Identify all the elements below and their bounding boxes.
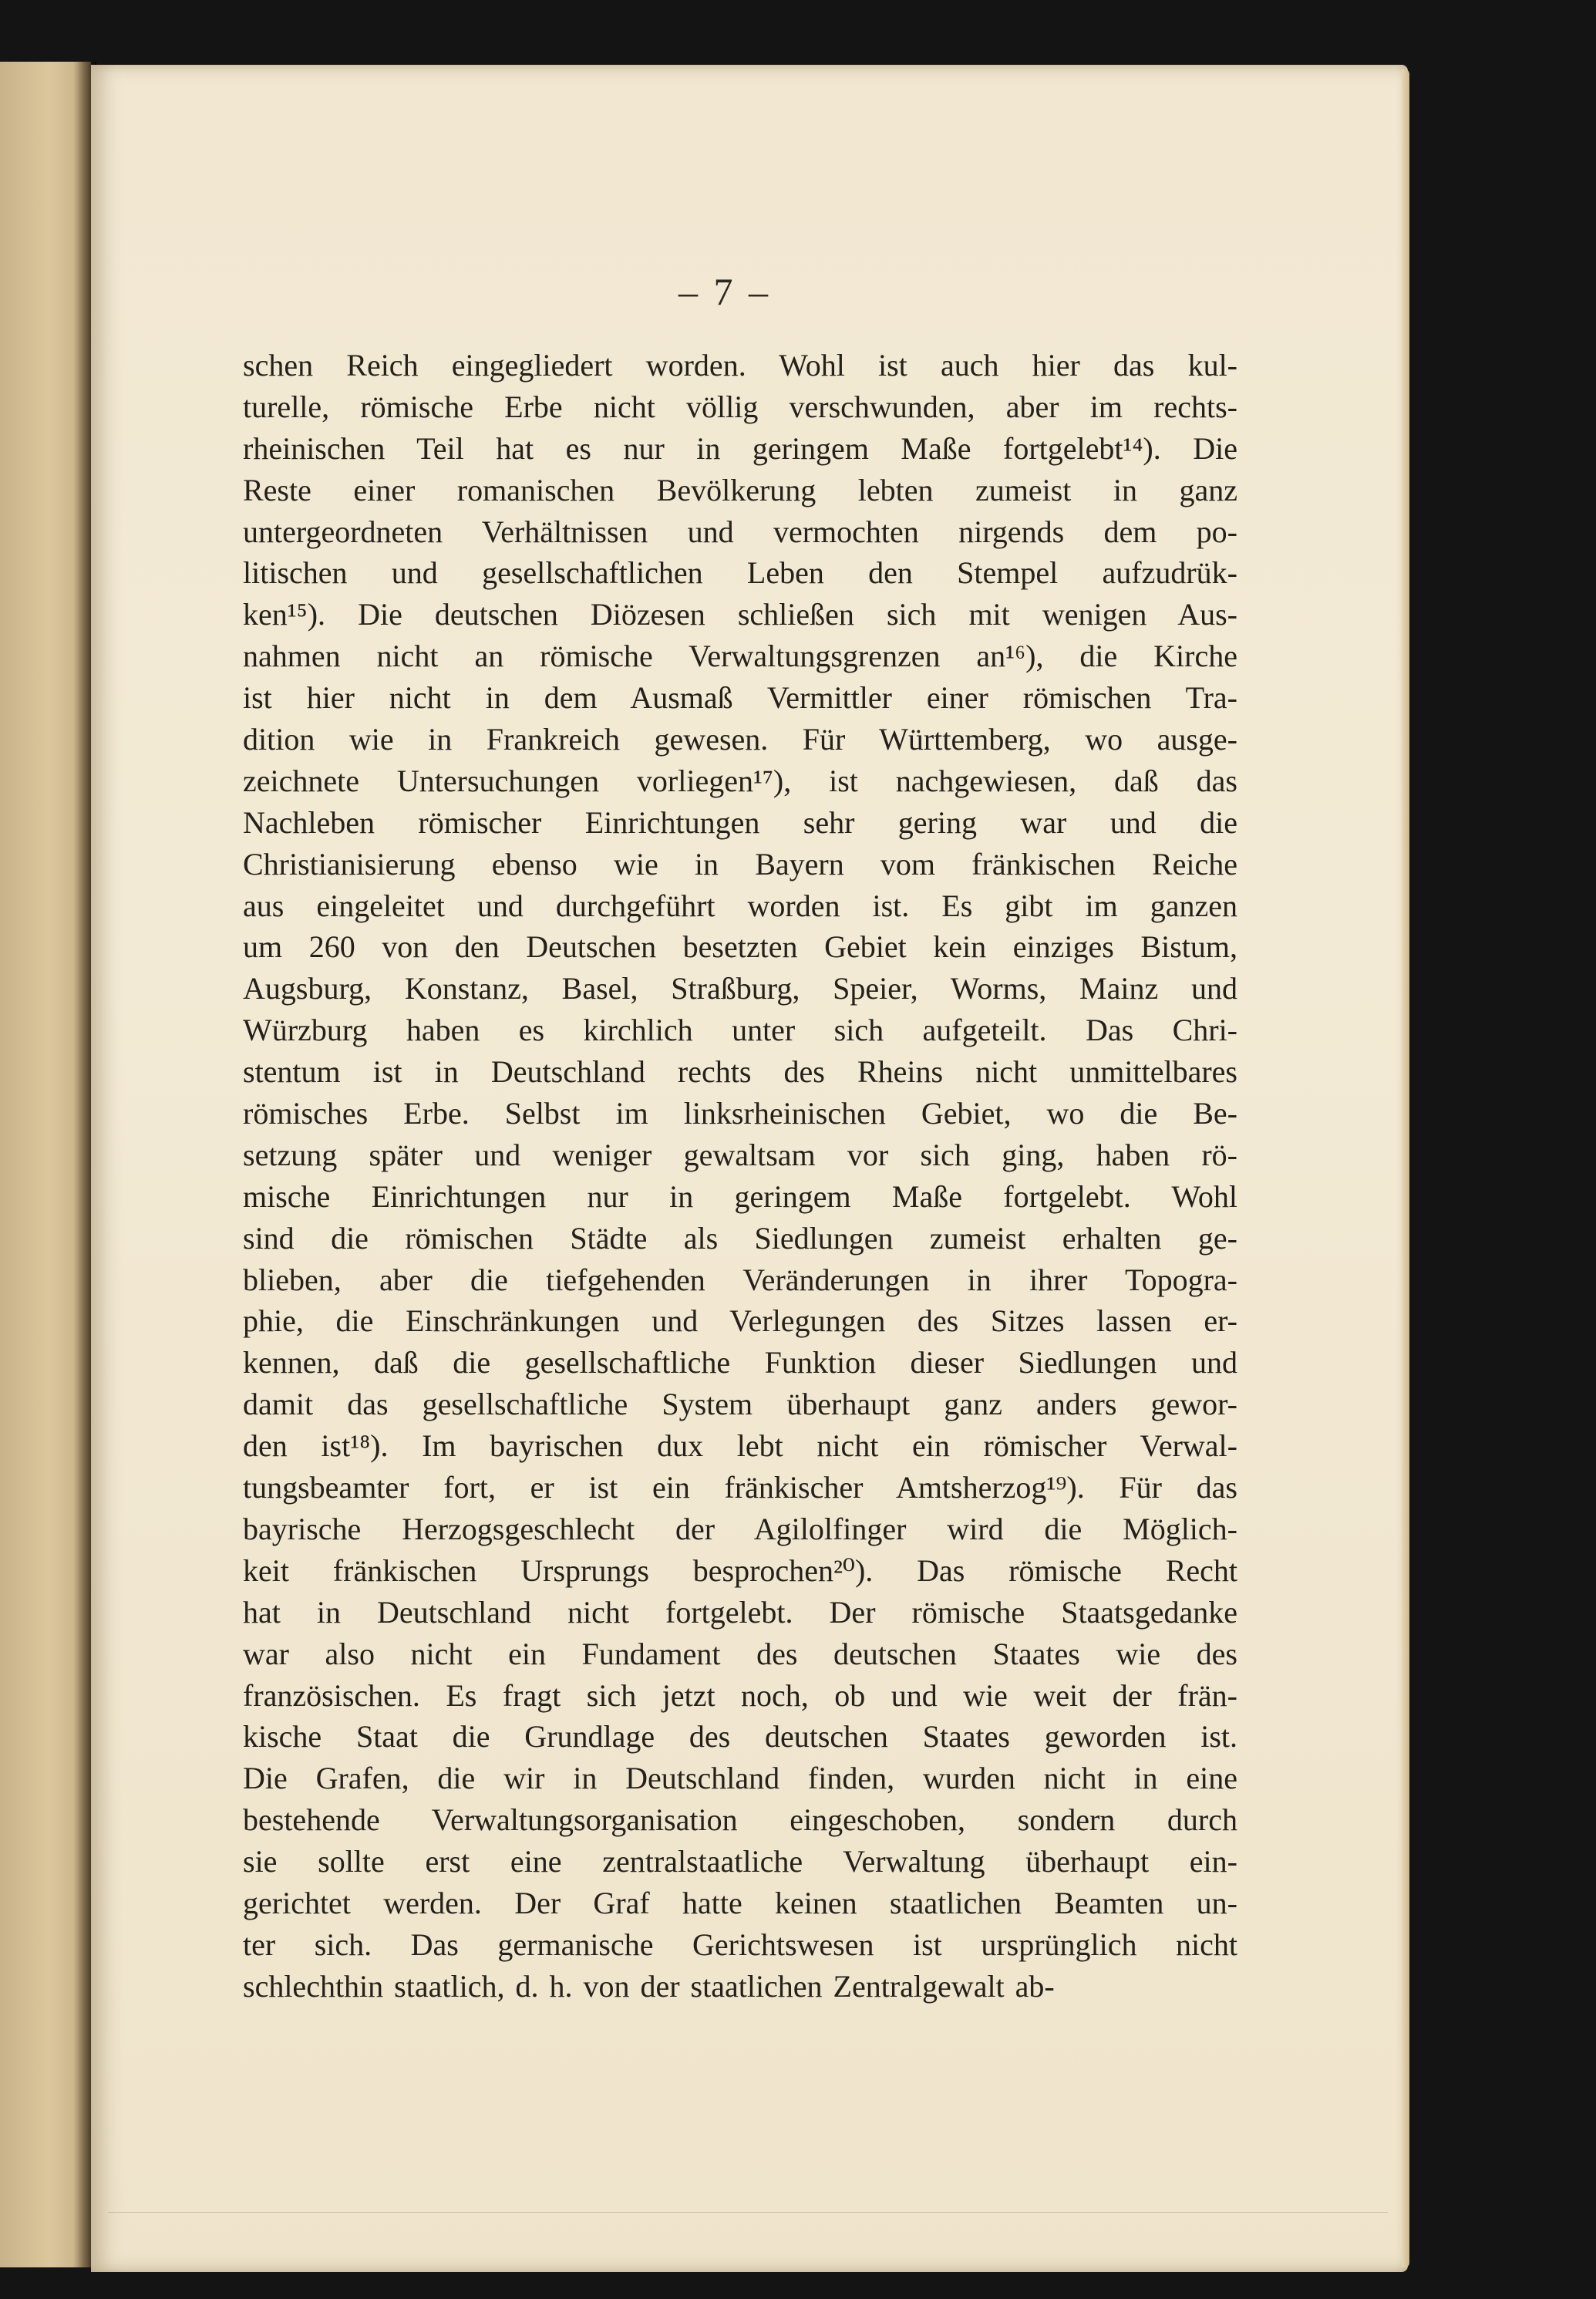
text-line: Die Grafen, die wir in Deutschland finden, wurden nicht in eine (243, 1761, 1237, 1796)
text-line: aus eingeleitet und durchgeführt worden ist. Es gibt im ganzen (243, 888, 1237, 923)
body-text (243, 345, 1237, 2007)
text-line: kische Staat die Grundlage des deutschen Staates geworden ist. (243, 1719, 1237, 1755)
text-line: Würzburg haben es kirchlich unter sich aufgeteilt. Das Chri- (243, 1013, 1237, 1048)
text-line: ist hier nicht in dem Ausmaß Vermittler einer römischen Tra- (243, 680, 1237, 716)
text-line: sie sollte erst eine zentralstaatliche Verwaltung überhaupt ein- (243, 1844, 1237, 1879)
text-line: römisches Erbe. Selbst im linksrheinischen Gebiet, wo die Be- (243, 1096, 1237, 1131)
page-fore-edge (1402, 69, 1409, 2267)
text-line: kennen, daß die gesellschaftliche Funktion dieser Siedlungen und (243, 1345, 1237, 1380)
page-bottom-crease (108, 2212, 1388, 2213)
book-page (91, 65, 1408, 2272)
text-line: Christianisierung ebenso wie in Bayern vom fränkischen Reiche (243, 846, 1237, 882)
text-line: schlechthin staatlich, d. h. von der staatlichen Zentralgewalt ab- (243, 1968, 1055, 2004)
text-line: mische Einrichtungen nur in geringem Maße fortgelebt. Wohl (243, 1178, 1237, 1214)
text-line: schen Reich eingegliedert worden. Wohl ist auch hier das kul- (243, 348, 1237, 383)
text-line: hat in Deutschland nicht fortgelebt. Der römische Staatsgedanke (243, 1594, 1237, 1630)
text-line: blieben, aber die tiefgehenden Veränderungen in ihrer Topogra- (243, 1262, 1237, 1297)
text-line: rheinischen Teil hat es nur in geringem Maße fortgelebt¹⁴). Die (243, 430, 1237, 466)
text-line: tungsbeamter fort, er ist ein fränkischer Amtsherzog¹⁹). Für das (243, 1470, 1237, 1505)
text-line: dition wie in Frankreich gewesen. Für Württemberg, wo ausge- (243, 722, 1237, 757)
text-line: Nachleben römischer Einrichtungen sehr gering war und die (243, 804, 1237, 840)
text-line: setzung später und weniger gewaltsam vor sich ging, haben rö- (243, 1137, 1237, 1172)
text-line: war also nicht ein Fundament des deutschen Staates wie des (243, 1636, 1237, 1671)
text-line: untergeordneten Verhältnissen und vermochten nirgends dem po- (243, 514, 1237, 549)
text-line: phie, die Einschränkungen und Verlegungen des Sitzes lassen er- (243, 1303, 1237, 1339)
text-line: sind die römischen Städte als Siedlungen zumeist erhalten ge- (243, 1220, 1237, 1256)
text-line: bayrische Herzogsgeschlecht der Agilolfinger wird die Möglich- (243, 1511, 1237, 1546)
text-line: turelle, römische Erbe nicht völlig verschwunden, aber im rechts- (243, 389, 1237, 424)
text-line: Reste einer romanischen Bevölkerung lebten zumeist in ganz (243, 472, 1237, 507)
text-line: zeichnete Untersuchungen vorliegen¹⁷), ist nachgewiesen, daß das (243, 763, 1237, 798)
text-line: litischen und gesellschaftlichen Leben den Stempel aufzudrük- (243, 555, 1237, 591)
text-line: keit fränkischen Ursprungs besprochen²⁰). Das römische Recht (243, 1552, 1237, 1588)
text-line: ken¹⁵). Die deutschen Diözesen schließen sich mit wenigen Aus- (243, 597, 1237, 632)
text-line: den ist¹⁸). Im bayrischen dux lebt nicht ein römischer Verwal- (243, 1428, 1237, 1464)
text-line: nahmen nicht an römische Verwaltungsgrenzen an¹⁶), die Kirche (243, 639, 1237, 674)
text-line: um 260 von den Deutschen besetzten Gebiet kein einziges Bistum, (243, 929, 1237, 965)
text-line: gerichtet werden. Der Graf hatte keinen staatlichen Beamten un- (243, 1885, 1237, 1920)
text-line: Augsburg, Konstanz, Basel, Straßburg, Speier, Worms, Mainz und (243, 971, 1237, 1006)
text-line: bestehende Verwaltungsorganisation eingeschoben, sondern durch (243, 1802, 1237, 1838)
text-line: stentum ist in Deutschland rechts des Rheins nicht unmittelbares (243, 1054, 1237, 1090)
page-number: – 7 – (678, 270, 771, 313)
text-line: damit das gesellschaftliche System überhaupt ganz anders gewor- (243, 1387, 1237, 1422)
text-line: ter sich. Das germanische Gerichtswesen ist ursprünglich nicht (243, 1927, 1237, 1962)
text-line: französischen. Es fragt sich jetzt noch, ob und wie weit der frän- (243, 1677, 1237, 1713)
